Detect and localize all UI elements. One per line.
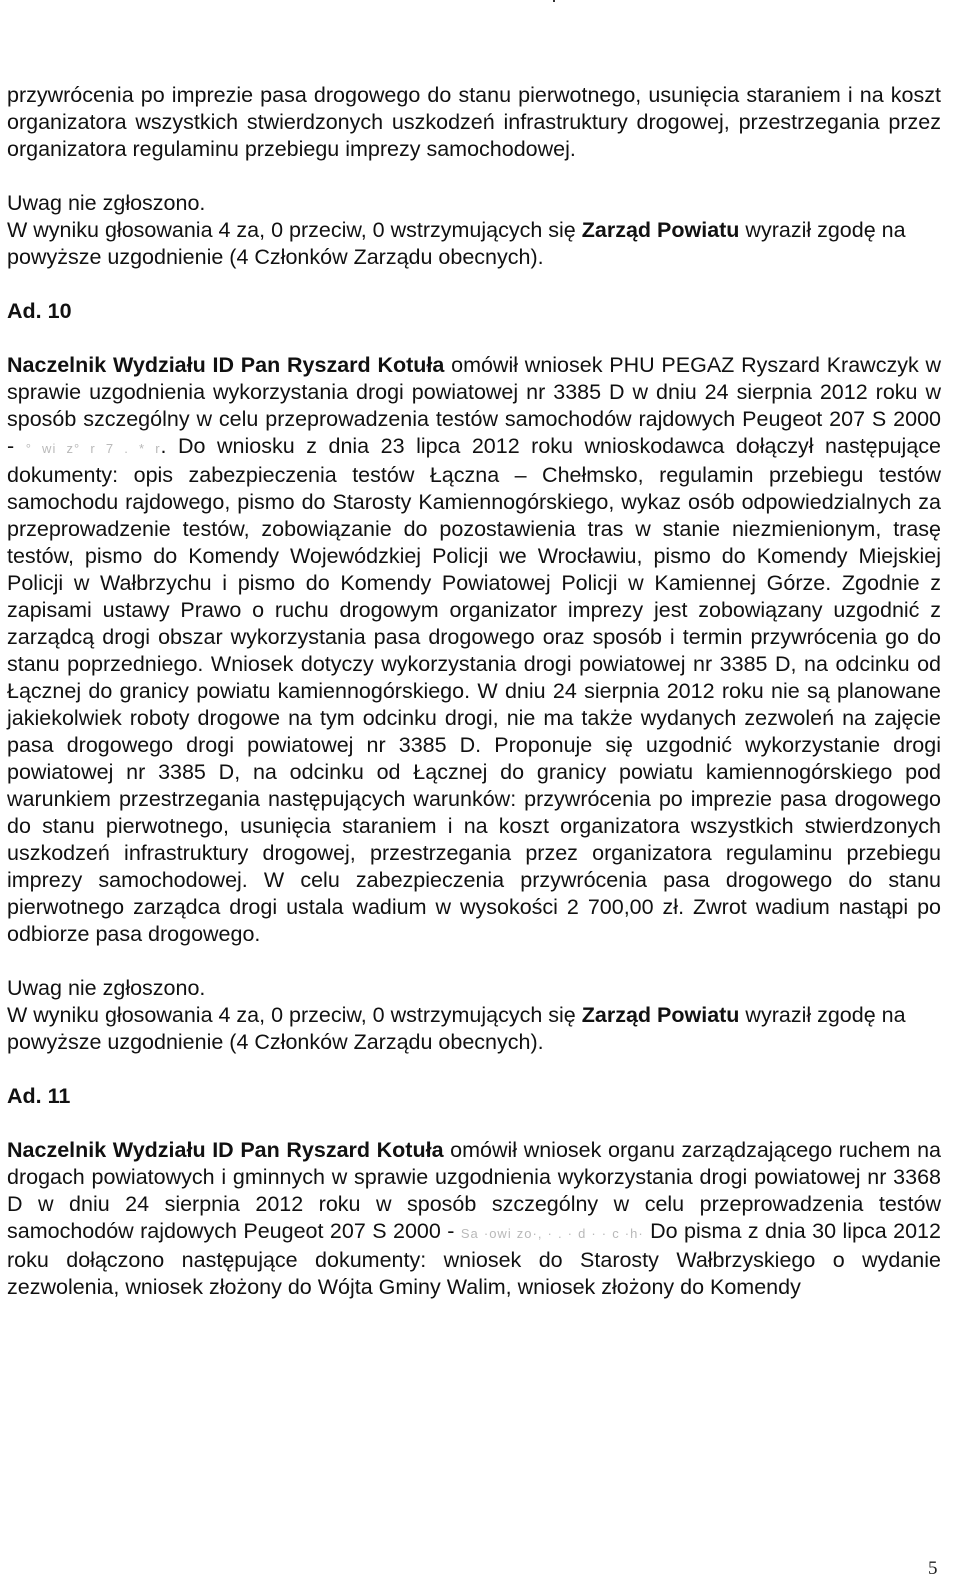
section-heading-ad10: Ad. 10 bbox=[7, 299, 72, 323]
faded-text: ° wi z° r 7 . * r bbox=[25, 441, 161, 456]
no-comments-line: Uwag nie zgłoszono. bbox=[7, 191, 206, 215]
paragraph-ad11-text-b: Do pisma z dnia 30 lipca 2012 roku dołączono następujące dokumenty: wniosek do Starosty Wałbrzyskiego o wydanie zezwolenia, wniosek złożony do Wójta Gminy Walim, wniosek złożony do Komendy bbox=[7, 1219, 941, 1299]
vote-text-start: W wyniku głosowania 4 za, 0 przeciw, 0 wstrzymujących się bbox=[7, 218, 582, 242]
paragraph-ad10-text-a: omówił wniosek PHU PEGAZ Ryszard Krawczyk w sprawie uzgodnienia wykorzystania drogi powiatowej nr 3385 D w dniu 24 sierpnia 2012 roku w sposób szczególny w celu przeprowadzenia testów samochodów rajdowych Peugeot 207 S 2000 - bbox=[7, 353, 941, 458]
vote-text-start: W wyniku głosowania 4 za, 0 przeciw, 0 wstrzymujących się bbox=[7, 1003, 582, 1027]
vote-result bbox=[7, 217, 941, 271]
faded-text: Sa ·owi zo·, · . · d · · c ·h· bbox=[460, 1226, 644, 1241]
section-heading-ad11: Ad. 11 bbox=[7, 1084, 71, 1108]
vote-text-end: wyraził zgodę na powyższe uzgodnienie (4 Członków Zarządu obecnych). bbox=[7, 218, 906, 269]
paragraph-ad10 bbox=[7, 352, 941, 948]
speaker-name: Naczelnik Wydziału ID Pan Ryszard Kotuła bbox=[7, 1138, 444, 1162]
paragraph-ad11-text-a: omówił wniosek organu zarządzającego ruchem na drogach powiatowych i gminnych w sprawie uzgodnienia wykorzystania drogi powiatowej nr 3368 D w dniu 24 sierpnia 2012 roku w sposób szczególny w celu przeprowadzenia testów samochodów rajdowych Peugeot 207 S 2000 - bbox=[7, 1138, 941, 1243]
speaker-name: Naczelnik Wydziału ID Pan Ryszard Kotuła bbox=[7, 353, 445, 377]
paragraph-ad10-text-b: . Do wniosku z dnia 23 lipca 2012 roku wnioskodawca dołączył następujące dokumenty: opis zabezpieczenia testów Łączna – Chełmsko, regulamin przebiegu testów samochodu rajdowego, pismo do Starosty Kamiennogórskiego, wykaz osób odpowiedzialnych za przeprowadzenie testów, zobowiązanie do pozostawienia tras w stanie niezmienionym, trasę testów, pismo do Komendy Wojewódzkiej Policji we Wrocławiu, pismo do Komendy Miejskiej Policji w Wałbrzychu i pismo do Komendy Powiatowej Policji w Kamiennej Górze. Zgodnie z zapisami ustawy Prawo o ruchu drogowym organizator imprezy jest zobowiązany uzgodnić z zarządcą drogi obszar wykorzystania pasa drogowego oraz sposób i termin przywrócenia go do stanu poprzedniego. Wniosek dotyczy wykorzystania drogi powiatowej nr 3385 D, na odcinku od Łącznej do granicy powiatu kamiennogórskiego. W dniu 24 sierpnia 2012 roku nie są planowane jakiekolwiek roboty drogowe na tym odcinku drogi, nie ma także wydanych zezwoleń na zajęcie pasa drogowego drogi powiatowej nr 3385 D. Proponuje się uzgodnić wykorzystanie drogi powiatowej nr 3385 D, na odcinku od Łącznej do granicy powiatu kamiennogórskiego pod warunkiem przestrzegania następujących warunków: przywrócenia po imprezie pasa drogowego do stanu pierwotnego, usunięcia staraniem i na koszt organizatora wszystkich stwierdzonych uszkodzeń infrastruktury drogowej, przestrzegania przez organizatora regulaminu przebiegu imprezy samochodowej. W celu zabezpieczenia przywrócenia pasa drogowego do stanu pierwotnego zarządca drogi ustala wadium w wysokości 2 700,00 zł. Zwrot wadium nastąpi po odbiorze pasa drogowego. bbox=[7, 434, 941, 946]
scan-mark bbox=[553, 0, 555, 2]
vote-result bbox=[7, 1002, 941, 1056]
paragraph-continuation: przywrócenia po imprezie pasa drogowego do stanu pierwotnego, usunięcia staraniem i na koszt organizatora wszystkich stwierdzonych uszkodzeń infrastruktury drogowej, przestrzegania przez organizatora regulaminu przebiegu imprezy samochodowej. bbox=[7, 83, 941, 161]
page-number: 5 bbox=[928, 1558, 938, 1579]
paragraph-ad11 bbox=[7, 1137, 941, 1301]
document-body bbox=[7, 82, 941, 1301]
vote-board: Zarząd Powiatu bbox=[581, 218, 740, 242]
vote-text-end: wyraził zgodę na powyższe uzgodnienie (4 Członków Zarządu obecnych). bbox=[7, 1003, 906, 1054]
vote-board: Zarząd Powiatu bbox=[581, 1003, 740, 1027]
no-comments-line: Uwag nie zgłoszono. bbox=[7, 976, 206, 1000]
